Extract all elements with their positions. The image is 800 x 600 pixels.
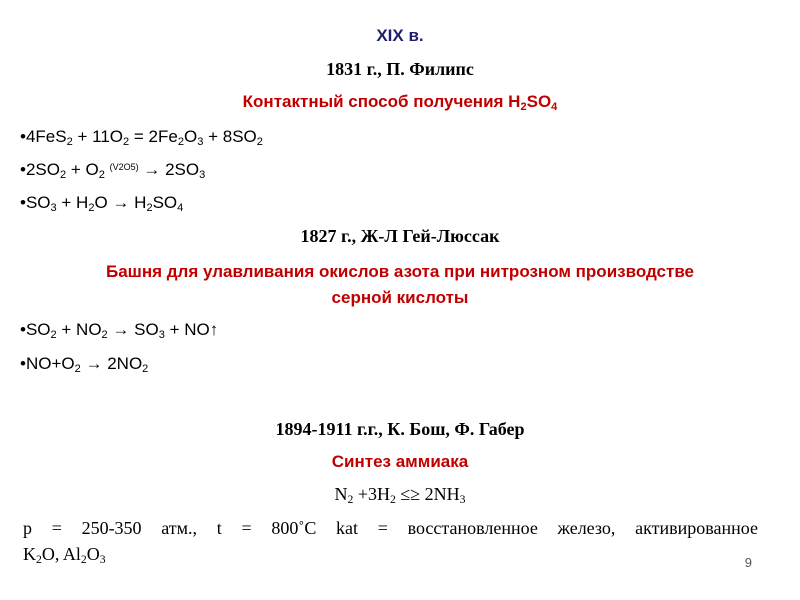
section3-subtitle: Синтез аммиака bbox=[331, 452, 469, 471]
condition-word: 250-350 bbox=[81, 518, 142, 538]
condition-word: kat bbox=[336, 518, 359, 538]
equation-so2-no2: $•SO_2 + NO_2 \to SO_3$ + NO↑ bbox=[20, 320, 219, 341]
condition-word: железо, bbox=[557, 518, 616, 538]
equation-ammonia-synthesis: $N_2 +3H_2 \le\ge 2NH_3$ bbox=[334, 484, 466, 506]
section1-subtitle: Контактный способ получения $H_2SO_4$ bbox=[242, 92, 558, 113]
equation-no-oxidation: $•NO+O_2 \to 2NO_2$ bbox=[20, 354, 149, 375]
section1-heading: 1831 г., П. Филипс bbox=[326, 59, 474, 79]
condition-word: = bbox=[377, 518, 388, 538]
equation-so3-hydration: $•SO_3 + H_2O \to H_2SO_4$ bbox=[20, 193, 184, 214]
condition-word: = bbox=[241, 518, 252, 538]
section2-heading: 1827 г., Ж-Л Гей-Люссак bbox=[300, 226, 500, 246]
century-heading: XIX в. bbox=[376, 26, 424, 45]
condition-word: 800˚C bbox=[271, 518, 317, 538]
catalyst-label: (V2O5) bbox=[109, 162, 139, 172]
equation-so2-oxidation: $•2SO_2 + O_2$ $^{(V2O5)} \to 2SO_3$ bbox=[20, 160, 206, 181]
condition-word: активированное bbox=[635, 518, 758, 538]
conditions-line1 bbox=[23, 515, 758, 541]
condition-word: p bbox=[23, 518, 32, 538]
page-number: 9 bbox=[744, 555, 752, 570]
section3-heading: 1894-1911 г.г., К. Бош, Ф. Габер bbox=[275, 419, 525, 439]
condition-word: = bbox=[51, 518, 62, 538]
section2-subtitle: Башня для улавливания окислов азота при нитрозном производстве серной кислоты bbox=[105, 262, 695, 307]
equation-fes2-oxidation: •4FeS$_2$ + $11O_2 = 2Fe_2O_3 + 8SO_2$ bbox=[20, 127, 263, 148]
condition-word: атм., bbox=[161, 518, 198, 538]
condition-word: t bbox=[216, 518, 222, 538]
condition-word: восстановленное bbox=[407, 518, 538, 538]
synthesis-conditions bbox=[23, 515, 758, 567]
conditions-line2: $K_2O$, $Al_2O_3$ bbox=[23, 544, 106, 566]
